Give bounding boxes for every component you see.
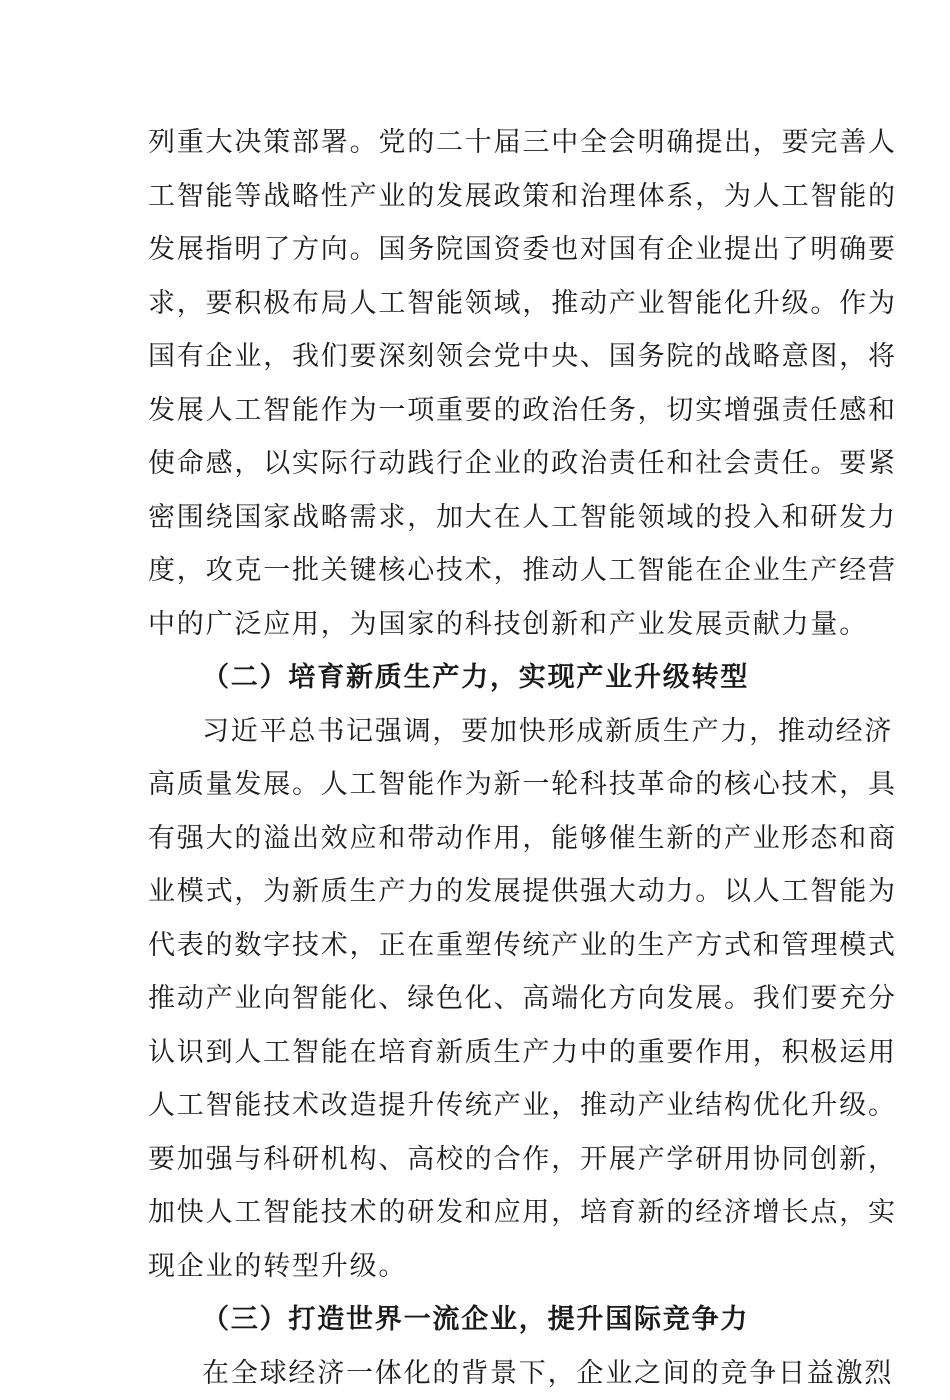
paragraph-line: 代表的数字技术，正在重塑传统产业的生产方式和管理模式 [148, 919, 808, 973]
paragraph-line: 列重大决策部署。党的二十届三中全会明确提出，要完善人 [148, 116, 808, 170]
paragraph-line: 在全球经济一体化的背景下，企业之间的竞争日益激烈 [148, 1347, 808, 1400]
paragraph-line: 发展人工智能作为一项重要的政治任务，切实增强责任感和 [148, 384, 808, 438]
paragraph-line: 认识到人工智能在培育新质生产力中的重要作用，积极运用 [148, 1026, 808, 1080]
paragraph-line: 度，攻克一批关键核心技术，推动人工智能在企业生产经营 [148, 544, 808, 598]
paragraph-line: 人工智能技术改造提升传统产业，推动产业结构优化升级。 [148, 1079, 808, 1133]
section-heading-2: （二）培育新质生产力，实现产业升级转型 [148, 651, 808, 705]
paragraph-line: 密围绕国家战略需求，加大在人工智能领域的投入和研发力 [148, 491, 808, 545]
paragraph-line: 有强大的溢出效应和带动作用，能够催生新的产业形态和商 [148, 812, 808, 866]
paragraph-line: 业模式，为新质生产力的发展提供强大动力。以人工智能为 [148, 865, 808, 919]
document-body [148, 116, 808, 1400]
paragraph-line: 加快人工智能技术的研发和应用，培育新的经济增长点，实 [148, 1186, 808, 1240]
paragraph-line: 习近平总书记强调，要加快形成新质生产力，推动经济 [148, 705, 808, 759]
paragraph-line: 使命感，以实际行动践行企业的政治责任和社会责任。要紧 [148, 437, 808, 491]
paragraph-line: 高质量发展。人工智能作为新一轮科技革命的核心技术，具 [148, 758, 808, 812]
paragraph-line: 推动产业向智能化、绿色化、高端化方向发展。我们要充分 [148, 972, 808, 1026]
section-heading-3: （三）打造世界一流企业，提升国际竞争力 [148, 1293, 808, 1347]
paragraph-line: 要加强与科研机构、高校的合作，开展产学研用协同创新， [148, 1133, 808, 1187]
paragraph-line: 求，要积极布局人工智能领域，推动产业智能化升级。作为 [148, 277, 808, 331]
paragraph-line: 发展指明了方向。国务院国资委也对国有企业提出了明确要 [148, 223, 808, 277]
paragraph-line: 国有企业，我们要深刻领会党中央、国务院的战略意图，将 [148, 330, 808, 384]
paragraph-line: 工智能等战略性产业的发展政策和治理体系，为人工智能的 [148, 170, 808, 224]
paragraph-line: 现企业的转型升级。 [148, 1240, 808, 1294]
paragraph-line: 中的广泛应用，为国家的科技创新和产业发展贡献力量。 [148, 598, 808, 652]
